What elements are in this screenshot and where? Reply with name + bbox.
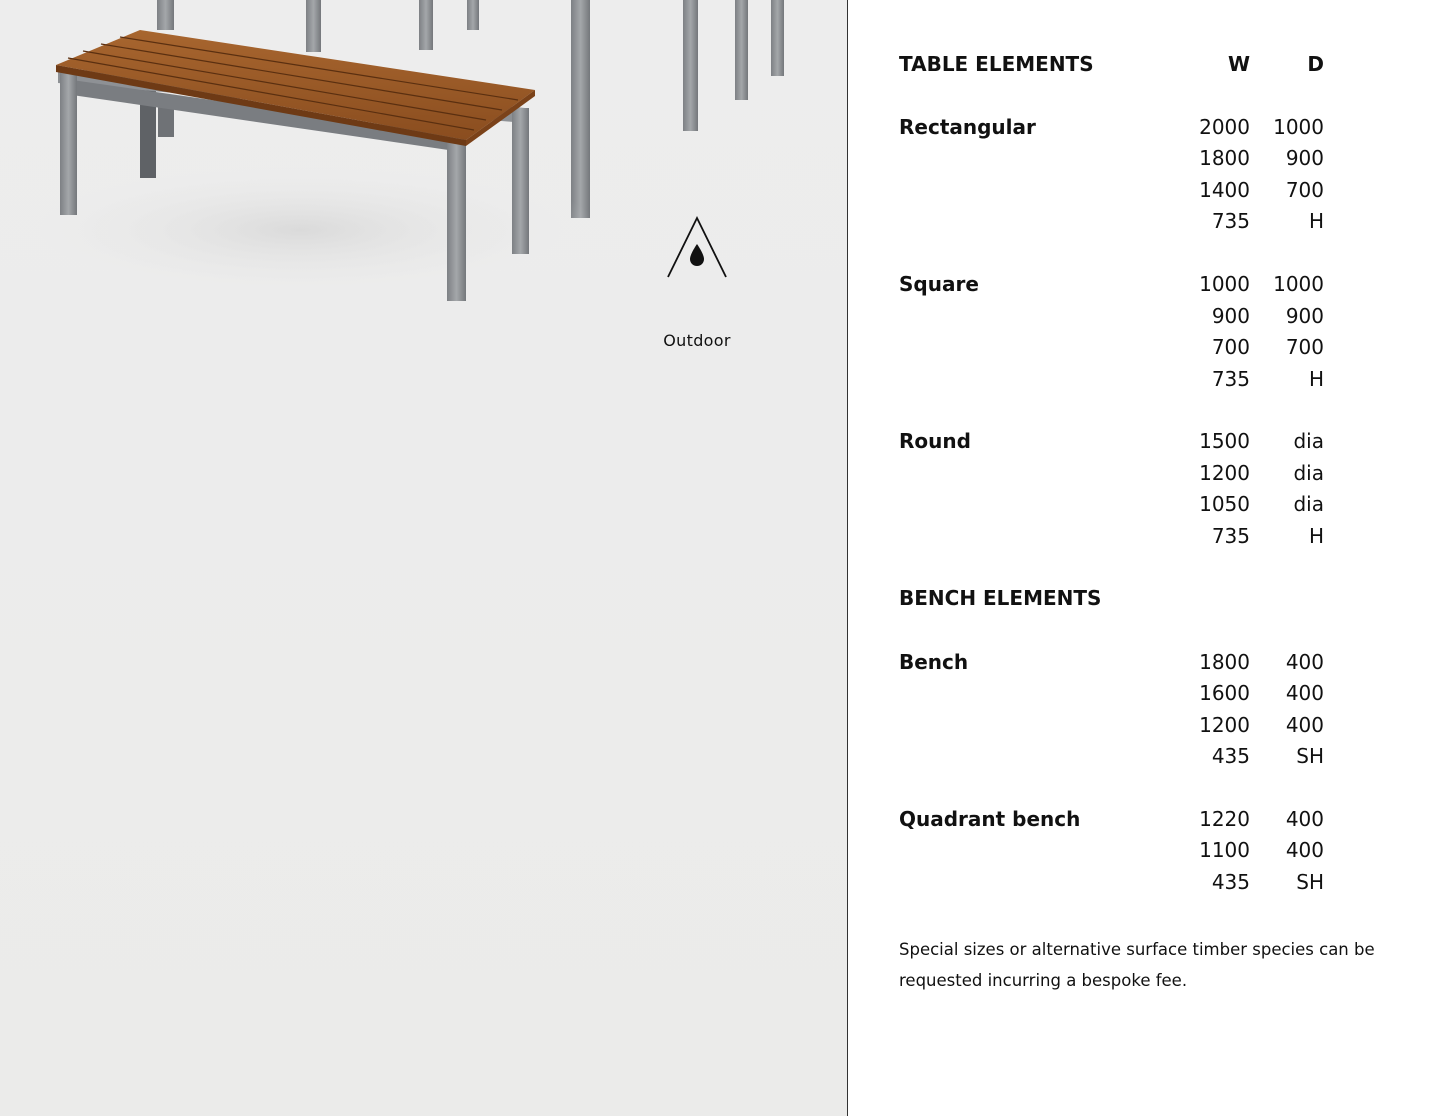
spec-row bbox=[899, 870, 1324, 901]
width-value: 735 bbox=[1211, 209, 1250, 233]
depth-value: 700 bbox=[1285, 335, 1324, 359]
depth-value: 1000 bbox=[1273, 272, 1324, 296]
group-name: Round bbox=[899, 429, 971, 453]
depth-value: dia bbox=[1293, 429, 1324, 453]
width-value: 1800 bbox=[1199, 146, 1250, 170]
depth-value: dia bbox=[1293, 461, 1324, 485]
depth-value: 900 bbox=[1285, 146, 1324, 170]
group-name: Square bbox=[899, 272, 979, 296]
group-name: Rectangular bbox=[899, 115, 1036, 139]
depth-value: 400 bbox=[1285, 713, 1324, 737]
width-value: 1050 bbox=[1199, 492, 1250, 516]
depth-value: SH bbox=[1296, 870, 1324, 894]
page-divider bbox=[847, 0, 848, 1116]
spec-row bbox=[899, 713, 1324, 744]
depth-value: H bbox=[1308, 209, 1324, 233]
width-value: 1200 bbox=[1199, 713, 1250, 737]
depth-value: 900 bbox=[1285, 304, 1324, 328]
specification-panel bbox=[899, 0, 1399, 1116]
spec-row bbox=[899, 524, 1324, 555]
spec-row bbox=[899, 335, 1324, 366]
width-value: 700 bbox=[1211, 335, 1250, 359]
width-value: 735 bbox=[1211, 367, 1250, 391]
spec-row bbox=[899, 681, 1324, 712]
depth-value: 1000 bbox=[1273, 115, 1324, 139]
group-name: Quadrant bench bbox=[899, 807, 1081, 831]
depth-value: SH bbox=[1296, 744, 1324, 768]
width-value: 1000 bbox=[1199, 272, 1250, 296]
depth-value: 700 bbox=[1285, 178, 1324, 202]
spec-row bbox=[899, 838, 1324, 869]
outdoor-label: Outdoor bbox=[663, 331, 731, 350]
depth-value: 400 bbox=[1285, 681, 1324, 705]
spec-row bbox=[899, 304, 1324, 335]
bench-elements-title: BENCH ELEMENTS bbox=[899, 586, 1102, 610]
table-elements-header bbox=[899, 52, 1324, 83]
depth-value: H bbox=[1308, 367, 1324, 391]
width-value: 1800 bbox=[1199, 650, 1250, 674]
depth-column-header: D bbox=[1307, 52, 1324, 76]
depth-value: 400 bbox=[1285, 838, 1324, 862]
depth-value: 400 bbox=[1285, 650, 1324, 674]
spec-row bbox=[899, 429, 1324, 460]
width-value: 735 bbox=[1211, 524, 1250, 548]
width-value: 1400 bbox=[1199, 178, 1250, 202]
spec-row bbox=[899, 461, 1324, 492]
width-value: 900 bbox=[1211, 304, 1250, 328]
group-name: Bench bbox=[899, 650, 969, 674]
spec-row bbox=[899, 744, 1324, 775]
width-value: 1500 bbox=[1199, 429, 1250, 453]
spec-row bbox=[899, 492, 1324, 523]
depth-value: H bbox=[1308, 524, 1324, 548]
spec-row bbox=[899, 367, 1324, 398]
width-column-header: W bbox=[1227, 52, 1250, 76]
width-value: 435 bbox=[1211, 870, 1250, 894]
width-value: 435 bbox=[1211, 744, 1250, 768]
spec-row bbox=[899, 146, 1324, 177]
width-value: 1100 bbox=[1199, 838, 1250, 862]
outdoor-rain-icon bbox=[664, 214, 730, 280]
spec-row bbox=[899, 650, 1324, 681]
depth-value: 400 bbox=[1285, 807, 1324, 831]
bespoke-note: Special sizes or alternative surface timber species can be requested incurring a bespoke fee. bbox=[899, 940, 1375, 990]
table-elements-title: TABLE ELEMENTS bbox=[899, 52, 1094, 76]
spec-row bbox=[899, 272, 1324, 303]
depth-value: dia bbox=[1293, 492, 1324, 516]
width-value: 1200 bbox=[1199, 461, 1250, 485]
width-value: 2000 bbox=[1199, 115, 1250, 139]
spec-row bbox=[899, 807, 1324, 838]
width-value: 1600 bbox=[1199, 681, 1250, 705]
spec-row bbox=[899, 178, 1324, 209]
spec-row bbox=[899, 209, 1324, 240]
spec-row bbox=[899, 115, 1324, 146]
width-value: 1220 bbox=[1199, 807, 1250, 831]
